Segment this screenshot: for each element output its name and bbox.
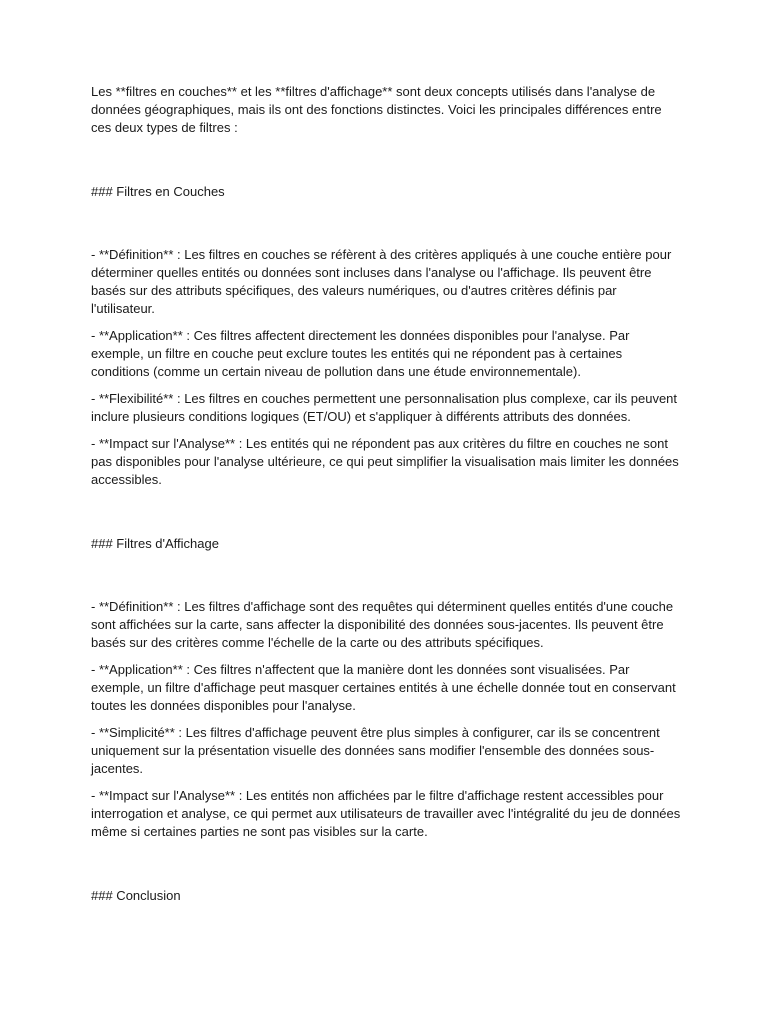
couches-flexibilite-item: - **Flexibilité** : Les filtres en couches permettent une personnalisation plus complexe, car ils peuvent inclure plusieurs conditions logiques (ET/OU) et s'appliquer à différents attributs des données. xyxy=(91,391,678,424)
couches-impact-item: - **Impact sur l'Analyse** : Les entités qui ne répondent pas aux critères du filtre en couches ne sont pas disponibles pour l'analyse ultérieure, ce qui peut simplifier la visualisation mais limiter les données accessibles. xyxy=(91,436,679,487)
affichage-application-item: - **Application** : Ces filtres n'affectent que la manière dont les données sont visualisées. Par exemple, un filtre d'affichage peut masquer certaines entités à une échelle donnée tout en conservant toutes les données disponibles pour l'analyse. xyxy=(91,662,676,713)
couches-definition-item: - **Définition** : Les filtres en couches se réfèrent à des critères appliqués à une couche entière pour déterminer quelles entités ou données sont incluses dans l'analyse ou l'affichage. Ils peuvent être basés sur des attributs spécifiques, des valeurs numériques, ou d'autres critères définis par l'utilisateur. xyxy=(91,247,672,316)
document-page xyxy=(91,83,681,914)
section-heading-filtres-en-couches: ### Filtres en Couches xyxy=(91,184,225,199)
affichage-simplicite-item: - **Simplicité** : Les filtres d'affichage peuvent être plus simples à configurer, car ils se concentrent uniquement sur la présentation visuelle des données sans modifier l'ensemble des données sous-jacentes. xyxy=(91,725,660,776)
affichage-impact-item: - **Impact sur l'Analyse** : Les entités non affichées par le filtre d'affichage restent accessibles pour interrogation et analyse, ce qui permet aux utilisateurs de travailler avec l'intégralité du jeu de données même si certaines parties ne sont pas visibles sur la carte. xyxy=(91,788,681,839)
section-heading-conclusion: ### Conclusion xyxy=(91,888,181,903)
section-heading-filtres-affichage: ### Filtres d'Affichage xyxy=(91,536,219,551)
couches-application-item: - **Application** : Ces filtres affectent directement les données disponibles pour l'analyse. Par exemple, un filtre en couche peut exclure toutes les entités qui ne répondent pas à certaines conditions (comme un certain niveau de pollution dans une étude environnementale). xyxy=(91,328,630,379)
intro-paragraph: Les **filtres en couches** et les **filtres d'affichage** sont deux concepts utilisés dans l'analyse de données géographiques, mais ils ont des fonctions distinctes. Voici les principales différences entre ces deux types de filtres : xyxy=(91,84,662,135)
affichage-definition-item: - **Définition** : Les filtres d'affichage sont des requêtes qui déterminent quelles entités d'une couche sont affichées sur la carte, sans affecter la disponibilité des données sous-jacentes. Ils peuvent être basés sur des critères comme l'échelle de la carte ou des attributs spécifiques. xyxy=(91,599,674,650)
